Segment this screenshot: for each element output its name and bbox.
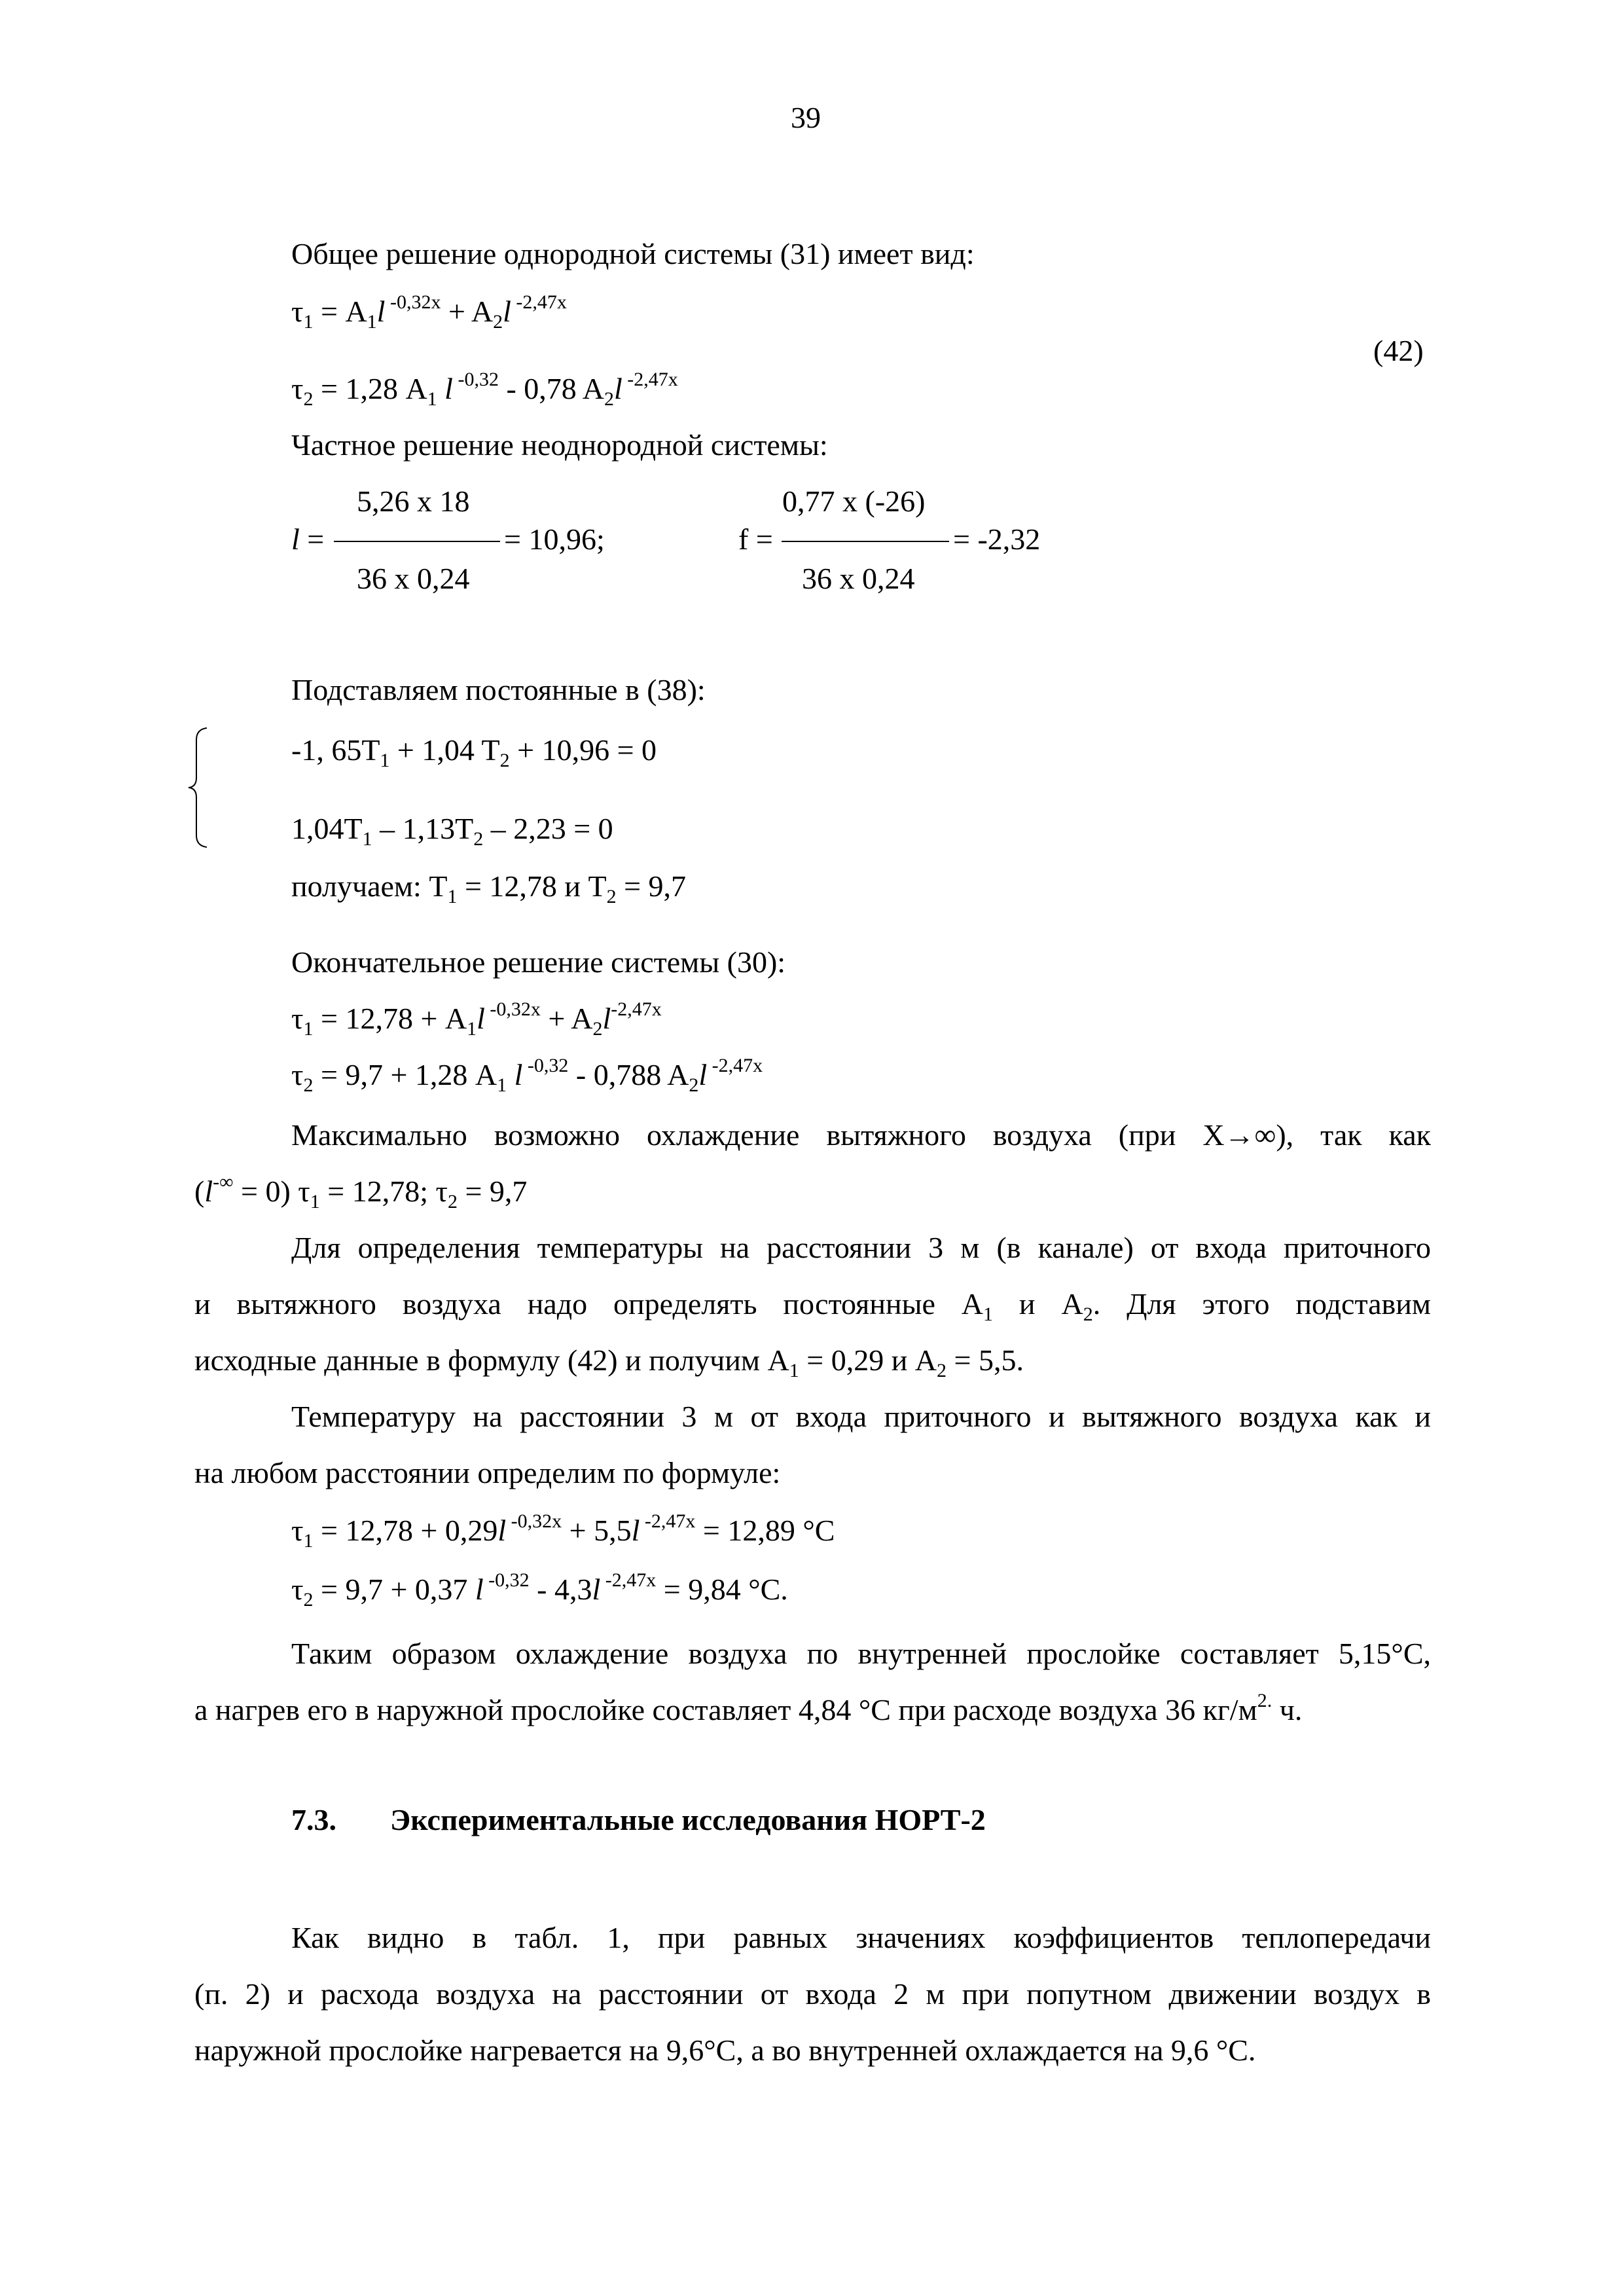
paragraph-substitute: Подставляем постоянные в (38): [291,673,706,706]
equation-tau2: $\tau_2 = 1,28$ $A_1$ l $^{-0,32}$ - 0,78 $A_2l$ $^{-2,47x}$ [291,369,678,410]
final-equation-tau1: $\tau_1 = 12,78 + A_1l$ $^{-0,32x} + A_2l^{-2,47x}$ [291,998,662,1040]
final-equation-tau2: $\tau_2 = 9,7 + 1,28$ $A_1$ l $^{-0,32}$ - 0,788 $A_2l$ $^{-2,47x}$ [291,1055,763,1096]
calc-equation-tau1: $\tau_1 = 12,78 + 0,29l$ $^{-0,32x}$ + 5,5l $^{-2,47x}$ = 12,89 °C [291,1510,835,1552]
paragraph-max-cooling-line2: (l-∞ = 0) $\tau_1 = 12,78$; $\tau_2 = 9,7$ [194,1171,528,1212]
paragraph-temperature-line1: Для определения температуры на расстоянии 3 м (в канале) от входа приточного [291,1231,1431,1264]
system-equation-1: -1, $65T_1 + 1,04$ $T_2 + 10,96 = 0$ [291,733,657,771]
fraction-l-numerator: 5,26 х 18 [357,484,470,518]
paragraph-temperature-line2: и вытяжного воздуха надо определять постоянные $A_1$ и $A_2$. Для этого подставим [194,1287,1431,1325]
section-number: 7.3. [291,1803,336,1836]
equation-tau1: $\tau_1 = A_1l$ $^{-0,32x} + A_2l$ $^{-2,47x}$ [291,291,567,333]
calc-equation-tau2: $\tau_2 = 9,7 + 0,37$ l $^{-0,32}$ - 4,3l $^{-2,47x}$ = 9,84 °C. [291,1569,788,1611]
system-brace-icon [185,725,217,850]
fraction-l-lhs: l = [291,522,325,556]
fraction-l-result: = 10,96; [504,522,605,556]
paragraph-general-solution: Общее решение однородной системы (31) имеет вид: [291,237,975,270]
system-equation-2: $1,04T_1 - 1,13T_2 - 2,23 = 0$ [291,812,613,850]
fraction-f-denominator: 36 х 0,24 [802,562,915,595]
paragraph-conclusion-line2: а нагрев его в наружной прослойке составляет 4,84 °C при расходе воздуха 36 $кг/м^{2.}$ ч. [194,1690,1303,1726]
equation-number: (42) [1373,334,1424,367]
paragraph-conclusion-line1: Таким образом охлаждение воздуха по внутренней прослойке составляет 5,15°C, [291,1637,1431,1670]
paragraph-max-cooling-line1: Максимально возможно охлаждение вытяжного воздуха (при X→∞), так как [291,1118,1431,1152]
fraction-f-numerator: 0,77 х (-26) [782,484,926,518]
fraction-l-denominator: 36 х 0,24 [357,562,470,595]
system-result: получаем: $T_1 = 12,78$ и $T_2 = 9,7$ [291,869,687,907]
section-title: Экспериментальные исследования НОРТ-2 [390,1803,986,1836]
fraction-f-lhs: f = [738,522,773,556]
paragraph-formula-line1: Температуру на расстоянии 3 м от входа приточного и вытяжного воздуха как и [291,1400,1431,1433]
page-number: 39 [791,101,821,134]
paragraph-particular-solution: Частное решение неоднородной системы: [291,428,828,462]
paragraph-formula-line2: на любом расстоянии определим по формуле: [194,1456,781,1489]
fraction-l-bar [334,541,500,542]
paragraph-experiment-line2: (п. 2) и расхода воздуха на расстоянии от входа 2 м при попутном движении воздух в [194,1977,1431,2011]
paragraph-experiment-line3: наружной прослойке нагревается на 9,6°C, а во внутренней охлаждается на 9,6 °C. [194,2033,1256,2067]
paragraph-experiment-line1: Как видно в табл. 1, при равных значениях коэффициентов теплопередачи [291,1921,1431,1954]
paragraph-temperature-line3: исходные данные в формулу (42) и получим $A_1 = 0,29$ и $A_2 = 5,5$. [194,1343,1024,1381]
fraction-f-result: = -2,32 [953,522,1041,556]
paragraph-final-solution: Окончательное решение системы (30): [291,945,786,979]
fraction-f-bar [782,541,949,542]
